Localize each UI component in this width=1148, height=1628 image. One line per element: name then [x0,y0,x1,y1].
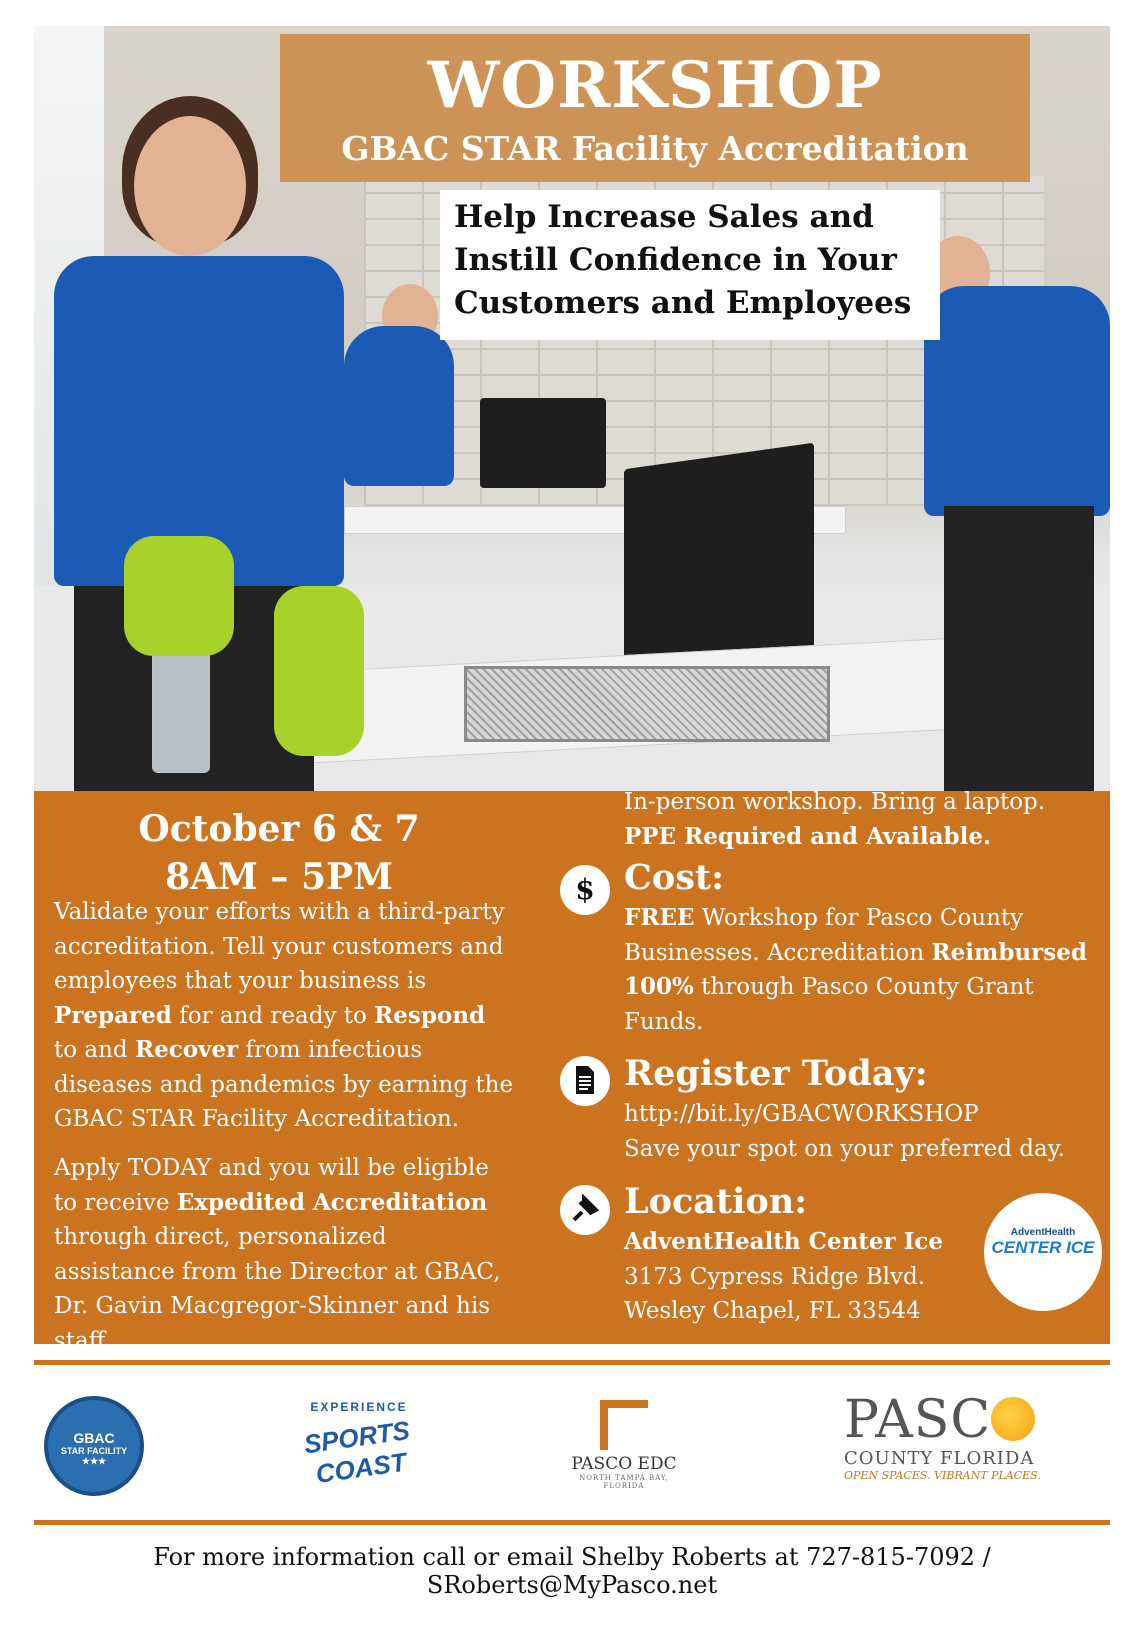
logo-text: STAR FACILITY [60,1446,128,1456]
text-run: for and ready to [171,1002,375,1029]
register-note: Save your spot on your preferred day. [624,1135,1065,1162]
text-run: Workshop for Pasco County Businesses. Accreditation [624,905,1024,966]
edc-mark-icon [600,1400,648,1450]
page-subtitle: GBAC STAR Facility Accreditation [341,129,969,168]
logo-text: GBAC [73,1430,115,1446]
bold-run: Expedited Accreditation [176,1188,488,1216]
register-link[interactable]: http://bit.ly/GBACWORKSHOP [624,1101,979,1127]
left-glove [124,536,234,656]
logo-text: PASC [844,1390,992,1450]
tagline-box [440,190,940,340]
logo-text: SPORTS COAST [301,1414,412,1490]
tagline-line: Customers and Employees [454,285,912,321]
paper-tray [464,666,830,742]
text-run: through direct, personalized assistance from the Director at GBAC, Dr. Gavin Macgregor-Skinner and his staff. [54,1224,501,1354]
pasco-edc-logo [564,1400,684,1490]
bold-run: Respond [374,1001,486,1029]
sponsor-logos [34,1386,1110,1506]
bold-run: Reimbursed 100% [624,938,1087,1000]
text-run: from infectious diseases and pandemics by earning the GBAC STAR Facility Accreditation. [54,1037,514,1132]
logo-text: ★★★ [81,1456,107,1466]
inperson-note [624,785,1094,854]
right-glove [274,586,364,756]
pushpin-icon [560,1185,610,1235]
sun-icon [991,1397,1035,1441]
page-title: WORKSHOP [427,48,883,123]
tagline-line: Help Increase Sales and [454,199,874,235]
gbac-logo [44,1396,144,1496]
text-run: Apply TODAY and you will be eligible to receive [54,1155,489,1216]
logo-text: COUNTY FLORIDA [844,1448,1035,1469]
pasco-county-logo [844,1392,1104,1482]
apply-paragraph [54,1151,514,1358]
location-heading: Location: [624,1181,808,1222]
register-heading: Register Today: [624,1053,928,1094]
document-icon [560,1056,610,1106]
tagline-line: Instill Confidence in Your [454,242,897,278]
ppe-text: PPE Required and Available. [624,822,991,850]
text-run: to and [54,1037,135,1063]
bold-run: Recover [134,1036,239,1063]
divider [34,1520,1110,1525]
sports-coast-logo [284,1400,434,1488]
title-banner [280,34,1030,182]
cost-heading: Cost: [624,857,724,898]
logo-text: EXPERIENCE [310,1400,408,1414]
logo-text: PASCO EDC [571,1454,677,1474]
event-time: 8AM – 5PM [165,856,393,898]
venue-name: AdventHealth Center Ice [624,1228,944,1255]
logo-text: CENTER ICE [991,1238,1095,1257]
event-datetime [134,805,424,901]
logo-text: NORTH TAMPA BAY, FLORIDA [579,1474,669,1490]
woman-head [134,116,246,256]
address-line: 3173 Cypress Ridge Blvd. [624,1263,926,1290]
info-panel [34,789,1110,1354]
intro-paragraph [54,895,514,1137]
dollar-icon: $ [560,865,610,915]
register-text [624,1097,1094,1166]
logo-text: OPEN SPACES. VIBRANT PLACES. [844,1469,1041,1482]
bold-run: Prepared [54,1001,172,1029]
footer-contact: For more information call or email Shelby Roberts at 727-815-7092 / SRoberts@MyPasco.net [153,1543,991,1599]
worker-back-shirt [344,326,454,486]
worker-right-pants [944,506,1094,791]
logo-text: AdventHealth [1010,1227,1076,1238]
text-run: Validate your efforts with a third-party accreditation. Tell your customers and employees that your business is [54,899,505,994]
address-line: Wesley Chapel, FL 33544 [624,1298,921,1324]
bold-run: FREE [624,904,695,931]
center-ice-logo [984,1193,1102,1311]
divider [34,1360,1110,1365]
cost-text [624,901,1094,1039]
event-date: October 6 & 7 [138,808,420,850]
text-run: through Pasco County Grant Funds. [624,974,1034,1035]
inperson-text: In-person workshop. Bring a laptop. [624,789,1046,815]
monitor-back [480,398,606,488]
worker-right-shirt [924,286,1110,516]
